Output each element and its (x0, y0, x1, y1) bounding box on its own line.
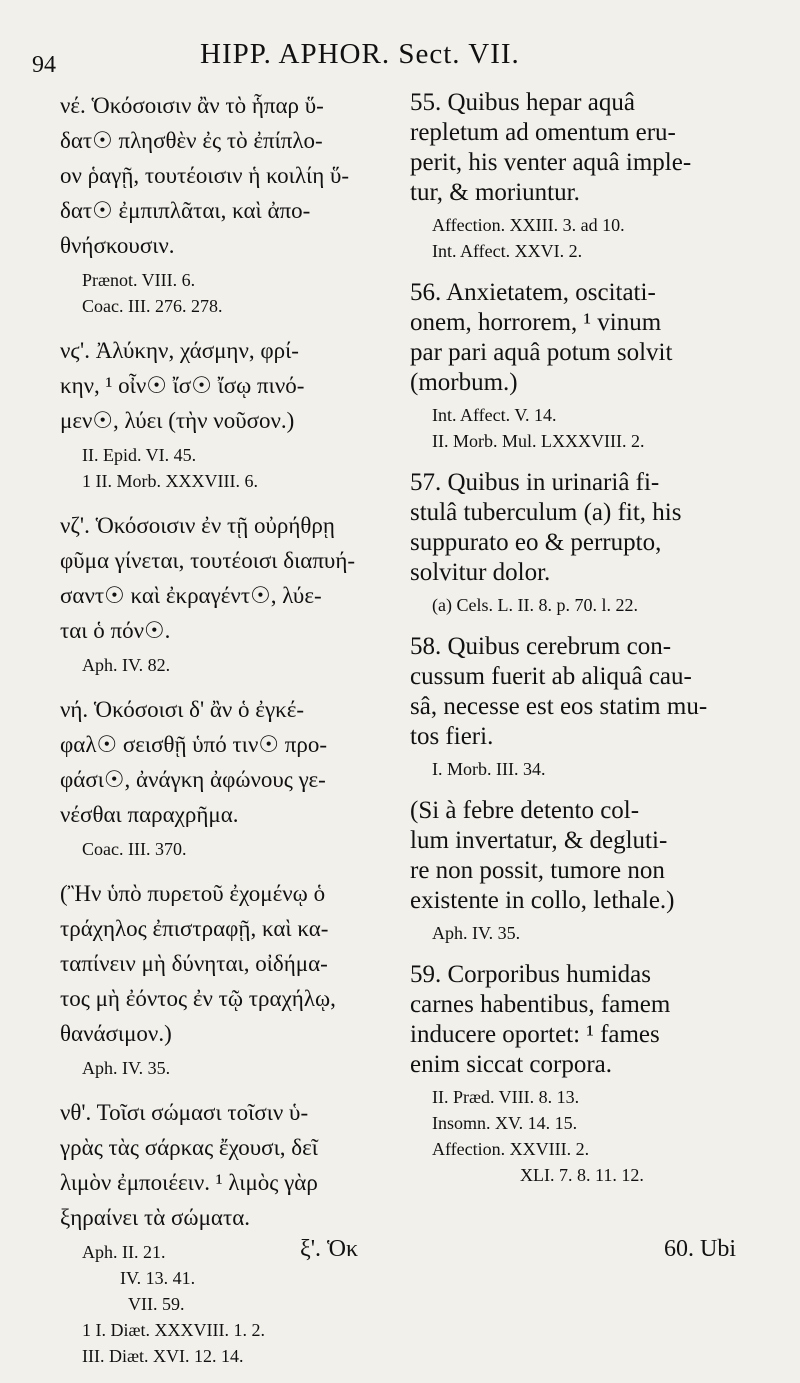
text-line: repletum ad omentum eru- (410, 119, 676, 146)
text-line: stulâ tuberculum (a) fit, his (410, 499, 682, 526)
right-latin-block (410, 278, 766, 398)
text-line: θανάσιμον.) (60, 1021, 172, 1046)
text-line: inducere oportet: ¹ fames (410, 1021, 660, 1048)
text-line: III. Diæt. XVI. 12. 14. (82, 1346, 244, 1366)
text-line: ον ῥαγῇ, τουτέοισιν ἡ κοιλίη ὕ- (60, 163, 350, 188)
text-line: onem, horrorem, ¹ vinum (410, 309, 662, 336)
left-greek-block (60, 692, 378, 832)
text-line: νθ'. Τοῖσι σώμασι τοῖσιν ὑ- (60, 1100, 309, 1125)
text-line: tur, & moriuntur. (410, 179, 580, 206)
text-line: (Si à febre detento col- (410, 797, 640, 824)
text-line: ται ὁ πόν☉. (60, 618, 171, 643)
text-line: 58. Quibus cerebrum con- (410, 633, 672, 660)
text-line: θνήσκουσιν. (60, 233, 175, 258)
text-line: 1 II. Morb. XXXVIII. 6. (82, 471, 258, 491)
left-greek-block (60, 88, 378, 263)
text-line: τος μὴ ἐόντος ἐν τῷ τραχήλῳ, (60, 986, 336, 1011)
text-line: Aph. IV. 35. (432, 923, 521, 943)
text-line: ταπίνειν μὴ δύνηται, οἰδήμα- (60, 951, 328, 976)
right-ref-block (410, 212, 766, 264)
text-line: νϛ'. Ἀλύκην, χάσμην, φρί- (60, 338, 299, 363)
right-ref-block (410, 402, 766, 454)
text-line: par pari aquâ potum solvit (410, 339, 673, 366)
text-line: Affection. XXVIII. 2. (432, 1139, 590, 1159)
left-ref-block (60, 652, 378, 678)
text-line: Insomn. XV. 14. 15. (432, 1113, 578, 1133)
right-latin-block (410, 960, 766, 1080)
text-line: Int. Affect. XXVI. 2. (432, 241, 583, 261)
text-line: solvitur dolor. (410, 559, 551, 586)
text-line: VII. 59. (128, 1294, 185, 1314)
text-line: cussum fuerit ab aliquâ cau- (410, 663, 692, 690)
right-ref-block (410, 1084, 766, 1188)
left-greek-block (60, 333, 378, 438)
text-line: Affection. XXIII. 3. ad 10. (432, 215, 625, 235)
text-line: δατ☉ πλησθὲν ἐς τὸ ἐπίπλο- (60, 128, 323, 153)
text-line: 59. Corporibus humidas (410, 961, 651, 988)
right-ref-block (410, 756, 766, 782)
running-head: HIPP. APHOR. Sect. VII. (200, 38, 520, 70)
text-line: II. Epid. VI. 45. (82, 445, 197, 465)
text-line: τράχηλος ἐπιστραφῇ, καὶ κα- (60, 916, 329, 941)
text-line: λιμὸν ἐμποιέειν. ¹ λιμὸς γὰρ (60, 1170, 318, 1195)
left-ref-block (60, 836, 378, 862)
text-line: μεν☉, λύει (τὴν νοῦσον.) (60, 408, 295, 433)
text-line: Aph. IV. 35. (82, 1058, 171, 1078)
text-line: σαντ☉ καὶ ἐκραγέντ☉, λύε- (60, 583, 322, 608)
left-greek-block (60, 1095, 378, 1235)
text-line: Aph. IV. 82. (82, 655, 171, 675)
text-line: 56. Anxietatem, oscitati- (410, 279, 656, 306)
catchword-right: 60. Ubi (664, 1236, 736, 1262)
text-line: γρὰς τὰς σάρκας ἔχουσι, δεῖ (60, 1135, 318, 1160)
text-line: Coac. III. 276. 278. (82, 296, 223, 316)
text-line: νζ'. Ὁκόσοισιν ἐν τῇ οὐρήθρῃ (60, 513, 335, 538)
text-line: 1 I. Diæt. XXXVIII. 1. 2. (82, 1320, 265, 1340)
text-line: existente in collo, lethale.) (410, 887, 675, 914)
text-line: δατ☉ ἐμπιπλᾶται, καὶ ἀπο- (60, 198, 311, 223)
text-line: (a) Cels. L. II. 8. p. 70. l. 22. (432, 595, 638, 615)
text-line: φάσι☉, ἀνάγκη ἀφώνους γε- (60, 767, 326, 792)
text-line: tos fieri. (410, 723, 494, 750)
right-latin-block (410, 468, 766, 588)
text-line: II. Præd. VIII. 8. 13. (432, 1087, 580, 1107)
left-ref-block (60, 267, 378, 319)
text-line: φαλ☉ σεισθῇ ὑπό τιν☉ προ- (60, 732, 327, 757)
text-line: νέσθαι παραχρῆμα. (60, 802, 239, 827)
text-line: Aph. II. 21. (82, 1242, 166, 1262)
left-greek-block (60, 508, 378, 648)
text-line: φῦμα γίνεται, τουτέοισι διαπυή- (60, 548, 356, 573)
text-line: lum invertatur, & degluti- (410, 827, 668, 854)
left-ref-block (60, 442, 378, 494)
text-line: Int. Affect. V. 14. (432, 405, 557, 425)
text-line: sâ, necesse est eos statim mu- (410, 693, 708, 720)
text-line: IV. 13. 41. (120, 1268, 196, 1288)
right-ref-block (410, 920, 766, 946)
catchword-left: ξ'. Ὁκ (300, 1236, 359, 1262)
text-line: Coac. III. 370. (82, 839, 187, 859)
text-line: carnes habentibus, famem (410, 991, 671, 1018)
text-line: (morbum.) (410, 369, 518, 396)
right-ref-block (410, 592, 766, 618)
right-latin-block (410, 88, 766, 208)
text-line: ξηραίνει τὰ σώματα. (60, 1205, 250, 1230)
left-ref-block (60, 1055, 378, 1081)
text-line: re non possit, tumore non (410, 857, 665, 884)
text-line: suppurato eo & perrupto, (410, 529, 662, 556)
text-line: perit, his venter aquâ imple- (410, 149, 692, 176)
text-line: Prænot. VIII. 6. (82, 270, 196, 290)
text-line: νή. Ὁκόσοισι δ' ἂν ὁ ἐγκέ- (60, 697, 305, 722)
text-line: enim siccat corpora. (410, 1051, 612, 1078)
greek-column (60, 88, 378, 1383)
right-latin-block (410, 796, 766, 916)
text-line: XLI. 7. 8. 11. 12. (520, 1165, 644, 1185)
page-number: 94 (32, 52, 56, 78)
latin-column (410, 88, 766, 1202)
text-line: I. Morb. III. 34. (432, 759, 546, 779)
text-line: II. Morb. Mul. LXXXVIII. 2. (432, 431, 645, 451)
text-line: 55. Quibus hepar aquâ (410, 89, 635, 116)
right-latin-block (410, 632, 766, 752)
text-line: (Ἢν ὑπὸ πυρετοῦ ἐχομένῳ ὁ (60, 881, 326, 906)
left-greek-block (60, 876, 378, 1051)
text-line: 57. Quibus in urinariâ fi- (410, 469, 660, 496)
text-line: κην, ¹ οἶν☉ ἴσ☉ ἴσῳ πινό- (60, 373, 305, 398)
text-line: νέ. Ὁκόσοισιν ἂν τὸ ἧπαρ ὕ- (60, 93, 324, 118)
